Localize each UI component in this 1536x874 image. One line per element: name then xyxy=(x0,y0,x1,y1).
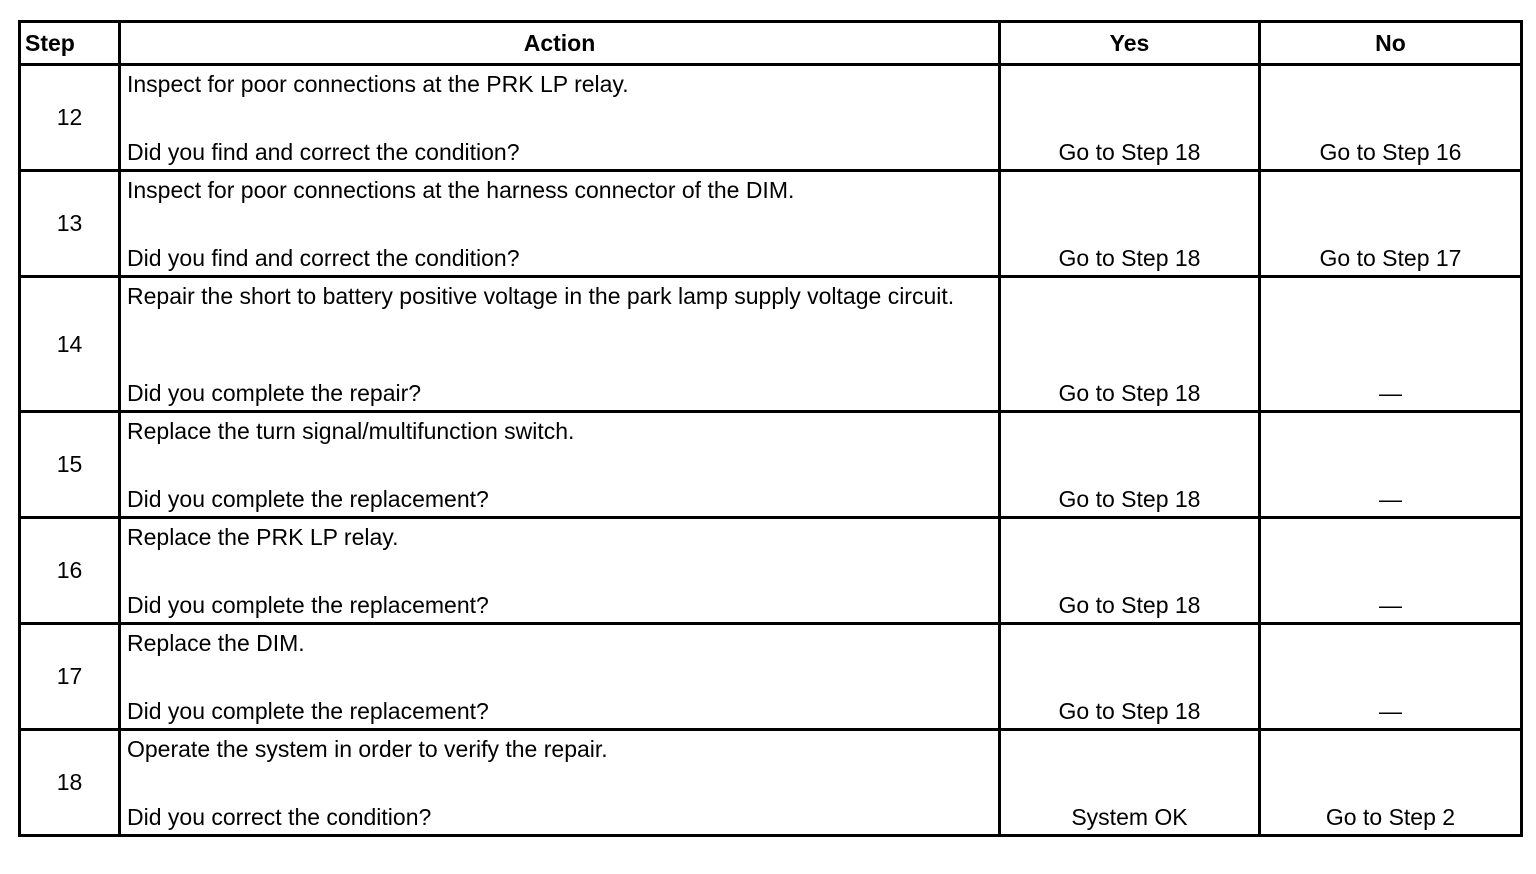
no-result: — xyxy=(1379,380,1402,406)
step-number: 15 xyxy=(20,412,120,518)
yes-column-header: Yes xyxy=(1000,22,1260,65)
yes-result: Go to Step 18 xyxy=(1058,698,1201,724)
no-result: — xyxy=(1379,698,1402,724)
action-instruction: Operate the system in order to verify the repair. xyxy=(127,736,608,762)
yes-cell xyxy=(1000,171,1260,277)
no-result: — xyxy=(1379,486,1402,512)
yes-result: Go to Step 18 xyxy=(1058,139,1201,165)
step-number: 12 xyxy=(20,65,120,171)
action-cell xyxy=(120,171,1000,277)
action-instruction: Replace the turn signal/multifunction switch. xyxy=(127,418,575,444)
no-result: Go to Step 16 xyxy=(1319,139,1462,165)
table-row xyxy=(20,412,1522,518)
action-column-header: Action xyxy=(120,22,1000,65)
step-number: 16 xyxy=(20,518,120,624)
action-question: Did you complete the replacement? xyxy=(127,698,489,724)
no-cell xyxy=(1260,65,1522,171)
step-number: 17 xyxy=(20,624,120,730)
table-row xyxy=(20,730,1522,836)
action-instruction: Inspect for poor connections at the PRK LP relay. xyxy=(127,71,629,97)
action-instruction: Replace the PRK LP relay. xyxy=(127,524,399,550)
no-cell xyxy=(1260,730,1522,836)
action-cell xyxy=(120,277,1000,412)
table-row xyxy=(20,65,1522,171)
step-number: 14 xyxy=(20,277,120,412)
no-result: Go to Step 17 xyxy=(1319,245,1462,271)
table-row xyxy=(20,518,1522,624)
table-row xyxy=(20,171,1522,277)
no-column-header: No xyxy=(1260,22,1522,65)
action-question: Did you find and correct the condition? xyxy=(127,139,520,165)
no-cell xyxy=(1260,624,1522,730)
yes-cell xyxy=(1000,277,1260,412)
action-question: Did you correct the condition? xyxy=(127,804,432,830)
step-column-header: Step xyxy=(20,22,120,65)
step-number: 13 xyxy=(20,171,120,277)
yes-result: Go to Step 18 xyxy=(1058,592,1201,618)
no-cell xyxy=(1260,277,1522,412)
action-cell xyxy=(120,65,1000,171)
yes-cell xyxy=(1000,518,1260,624)
action-cell xyxy=(120,412,1000,518)
action-cell xyxy=(120,624,1000,730)
step-number: 18 xyxy=(20,730,120,836)
yes-result: Go to Step 18 xyxy=(1058,245,1201,271)
action-question: Did you find and correct the condition? xyxy=(127,245,520,271)
action-instruction: Inspect for poor connections at the harness connector of the DIM. xyxy=(127,177,795,203)
no-cell xyxy=(1260,518,1522,624)
no-result: Go to Step 2 xyxy=(1325,804,1456,830)
action-question: Did you complete the replacement? xyxy=(127,592,489,618)
action-cell xyxy=(120,730,1000,836)
yes-cell xyxy=(1000,65,1260,171)
action-cell xyxy=(120,518,1000,624)
action-instruction: Repair the short to battery positive voltage in the park lamp supply voltage circuit. xyxy=(127,283,955,309)
action-instruction: Replace the DIM. xyxy=(127,630,305,656)
no-result: — xyxy=(1379,592,1402,618)
yes-cell xyxy=(1000,624,1260,730)
action-question: Did you complete the replacement? xyxy=(127,486,489,512)
header-row xyxy=(20,22,1522,65)
table-row xyxy=(20,624,1522,730)
yes-result: Go to Step 18 xyxy=(1058,380,1201,406)
yes-cell xyxy=(1000,730,1260,836)
yes-result: System OK xyxy=(1071,804,1188,830)
action-question: Did you complete the repair? xyxy=(127,380,422,406)
yes-cell xyxy=(1000,412,1260,518)
no-cell xyxy=(1260,171,1522,277)
table-row xyxy=(20,277,1522,412)
yes-result: Go to Step 18 xyxy=(1058,486,1201,512)
diagnostic-table xyxy=(18,20,1523,837)
no-cell xyxy=(1260,412,1522,518)
